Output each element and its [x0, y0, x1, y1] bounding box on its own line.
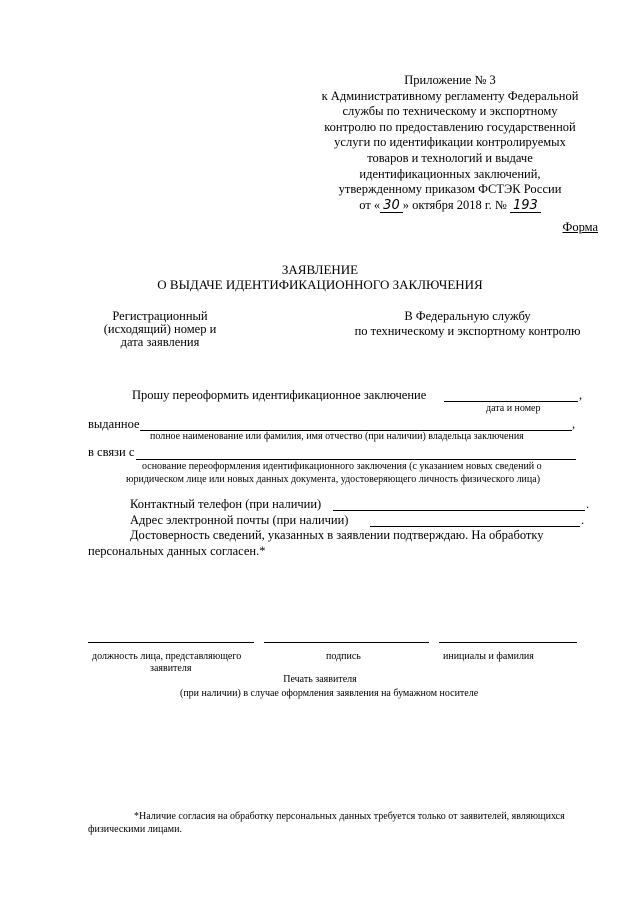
footnote-line-2: физическими лицами. [88, 824, 182, 835]
seal-line-2: (при наличии) в случае оформления заявления на бумажном носителе [180, 688, 479, 699]
hint-reason-2: юридическом лице или новых данных документа, удостоверяющего личность физического лица) [126, 474, 541, 485]
form-page: Приложение № 3 к Административному регламенту Федеральной службы по техническому и экспортному контролю по предоставлению государственной услуги по идентификации контролируемых товаров и технологий и выдаче идентификационных заключений, утвержденному приказом ФСТЭК России от « 30 » октября 2018 г. № 193 Форма ЗАЯВЛЕНИЕ О ВЫДАЧЕ ИДЕНТИФИКАЦИОННОГО ЗАКЛЮЧЕНИЯ Регистрационный (исходящий) номер и дата заявления В Федеральную службу по техническому и экспортному контролю Прошу переоформить идентификационное заключение , дата и номер выданное , полное наименование или фамилия, имя отчество (при наличии) владельца заключения в связи с основание переоформления идентификационного заключения (с указанием новых сведений о юридическом лице или новых данных документа, удостоверяющего личность физического лица) Контактный телефон (при наличии) . Адрес электронной почты (при наличии) . Достоверность сведений, указанных в заявлении подтверждаю. На обработку персональных данных согласен.* должность лица, представляющего заявителя подпись инициалы и фамилия Печать заявителя (при наличии) в случае оформления заявления на бумажном носителе *Наличие согласия на обработку персональных данных требуется только от заявителей, являющихся физическими лицами. [0, 0, 640, 905]
email-field[interactable] [370, 526, 580, 527]
issued-label: выданное [88, 417, 140, 431]
hint-issued: полное наименование или фамилия, имя отчество (при наличии) владельца заключения [150, 431, 524, 442]
title-line-2: О ВЫДАЧЕ ИДЕНТИФИКАЦИОННОГО ЗАКЛЮЧЕНИЯ [157, 277, 483, 292]
hint-date-number: дата и номер [486, 403, 541, 414]
handwritten-day: 30 [380, 199, 403, 213]
recipient-line-2: по техническому и экспортному контролю [354, 324, 581, 338]
hint-position-2: заявителя [150, 663, 192, 674]
handwritten-number: 193 [510, 199, 541, 213]
appendix-line: Приложение № 3 [404, 73, 496, 87]
recipient-block [330, 309, 605, 339]
phone-label: Контактный телефон (при наличии) [130, 497, 322, 511]
appendix-line: службы по техническому и экспортному [342, 104, 558, 119]
consent-line-1: Достоверность сведений, указанных в заявлении подтверждаю. На обработку [130, 528, 544, 542]
appendix-line: услуги по идентификации контролируемых [334, 135, 566, 150]
appendix-line: к Административному регламенту Федеральной [321, 88, 579, 103]
date-number-field[interactable] [444, 401, 578, 402]
reg-line-2: (исходящий) номер и [103, 322, 217, 336]
recipient-line-1: В Федеральную службу [404, 309, 531, 323]
appendix-line: контролю по предоставлению государственной [324, 119, 576, 134]
request-text: Прошу переоформить идентификационное заключение [132, 388, 427, 402]
registration-number-block [90, 310, 230, 349]
email-label: Адрес электронной почты (при наличии) [130, 513, 349, 527]
date-middle: » октября 2018 г. № [402, 197, 507, 212]
appendix-header [300, 73, 600, 213]
hint-position: должность лица, представляющего [92, 651, 242, 662]
hint-initials: инициалы и фамилия [443, 651, 534, 662]
signature-field[interactable] [264, 642, 429, 643]
appendix-line: идентификационных заключений, [359, 166, 541, 181]
form-label: Форма [562, 220, 598, 234]
consent-line-2: персональных данных согласен.* [88, 544, 266, 558]
position-signature-field[interactable] [88, 642, 254, 643]
reg-line-3: дата заявления [120, 335, 200, 349]
appendix-line: утвержденному приказом ФСТЭК России [338, 182, 562, 197]
reg-line-1: Регистрационный [112, 309, 208, 323]
hint-reason-1: основание переоформления идентификационного заключения (с указанием новых сведений о [142, 461, 542, 472]
phone-field[interactable] [333, 510, 585, 511]
reason-label: в связи с [88, 445, 135, 459]
footnote-line-1: *Наличие согласия на обработку персональных данных требуется только от заявителей, являющихся [134, 811, 565, 822]
appendix-line: товаров и технологий и выдаче [367, 150, 533, 165]
title-line-1: ЗАЯВЛЕНИЕ [281, 262, 359, 277]
hint-signature: подпись [326, 651, 361, 662]
reason-field[interactable] [136, 459, 576, 460]
date-prefix: от « [359, 197, 381, 212]
seal-line-1: Печать заявителя [283, 674, 357, 685]
initials-field[interactable] [439, 642, 577, 643]
appendix-date [300, 198, 600, 214]
